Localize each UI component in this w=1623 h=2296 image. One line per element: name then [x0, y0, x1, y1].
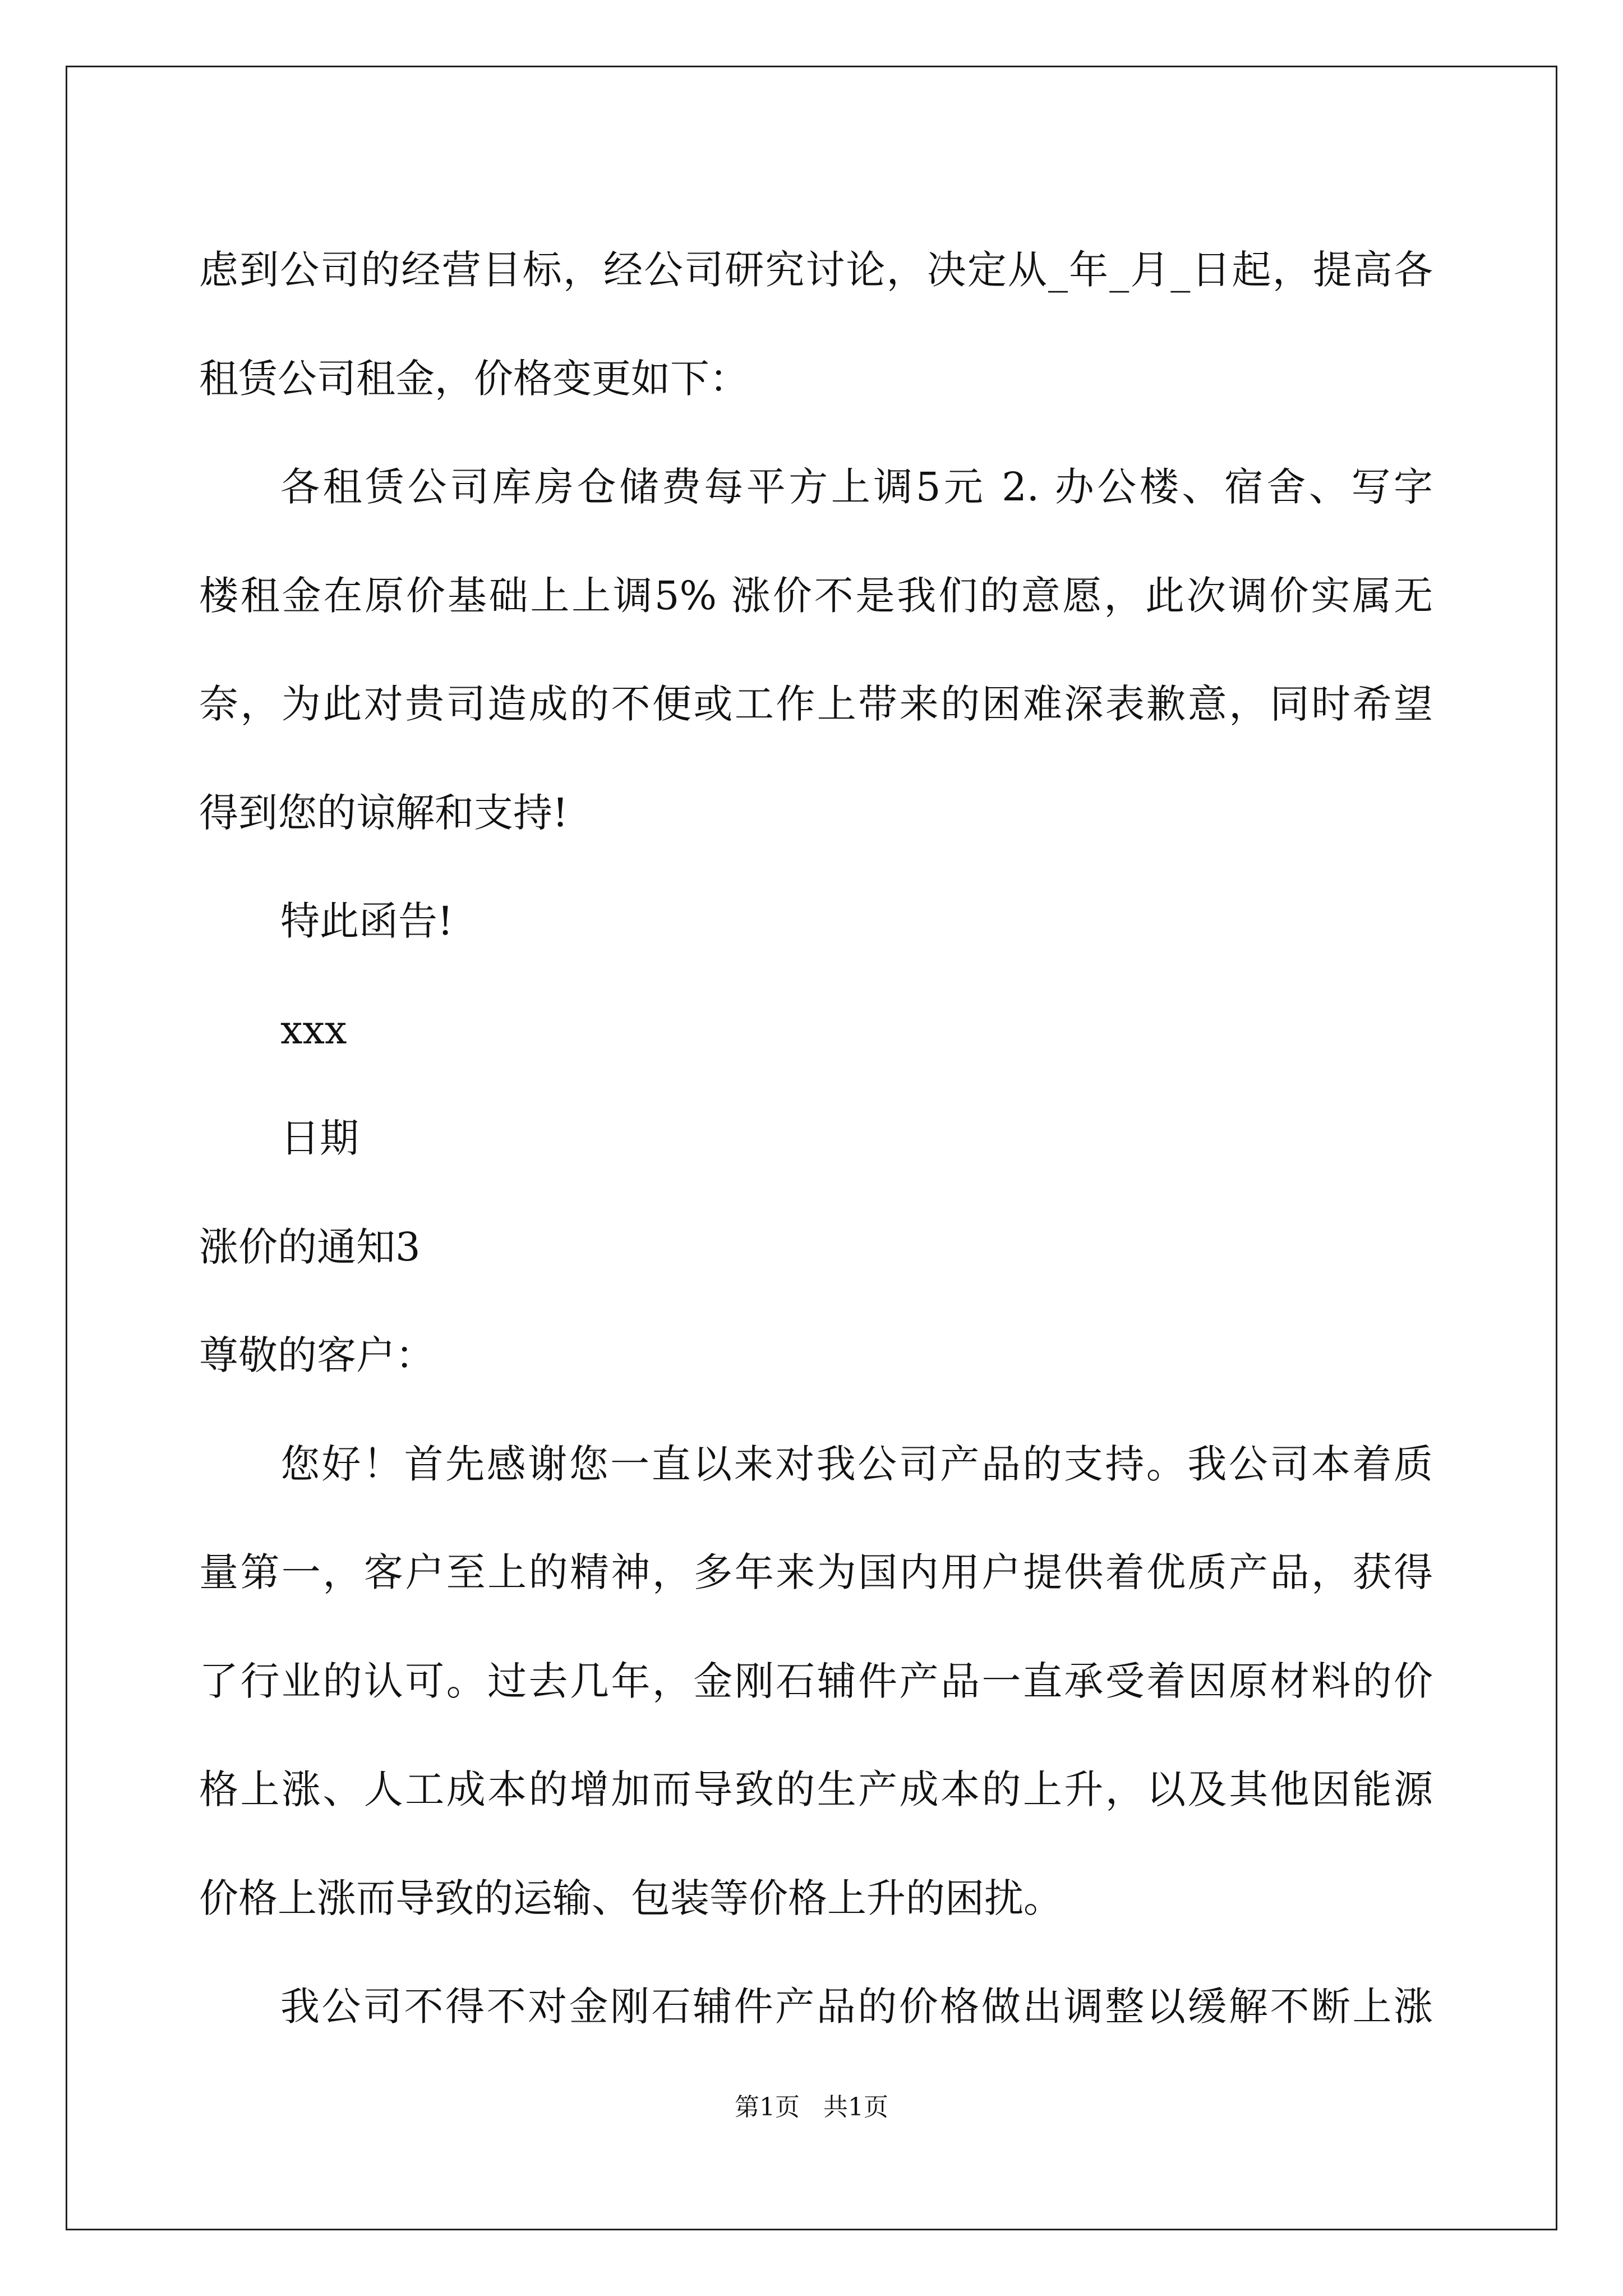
page-number-footer: 第1页 共1页 [735, 2093, 888, 2122]
text-line: 楼租金在原价基础上上调5% 涨价不是我们的意愿，此次调价实属无 [199, 572, 1433, 619]
text-line: 得到您的谅解和支持! [199, 789, 569, 836]
text-line: 价格上涨而导致的运输、包装等价格上升的困扰。 [199, 1875, 1063, 1921]
text-line: 虑到公司的经营目标，经公司研究讨论，决定从_年_月_日起，提高各 [199, 247, 1433, 293]
text-line: 格上涨、人工成本的增加而导致的生产成本的上升，以及其他因能源 [199, 1766, 1433, 1812]
signature-name: xxx [280, 1006, 347, 1053]
text-line: 奈，为此对贵司造成的不便或工作上带来的困难深表歉意，同时希望 [199, 681, 1433, 727]
text-line: 量第一，客户至上的精神，多年来为国内用户提供着优质产品，获得 [199, 1549, 1433, 1595]
signature-date: 日期 [280, 1115, 359, 1161]
text-line: 租赁公司租金，价格变更如下： [199, 355, 749, 402]
document-body [199, 216, 1433, 2062]
text-line: 了行业的认可。过去几年，金刚石辅件产品一直承受着因原材料的价 [199, 1658, 1433, 1704]
paragraph-start-line: 您好！首先感谢您一直以来对我公司产品的支持。我公司本着质 [280, 1441, 1433, 1487]
salutation: 尊敬的客户： [199, 1332, 435, 1378]
closing-remark: 特此函告! [280, 898, 454, 944]
section-title: 涨价的通知3 [199, 1223, 421, 1270]
paragraph-start-line: 各租赁公司库房仓储费每平方上调5元 2. 办公楼、宿舍、写字 [280, 464, 1433, 510]
paragraph-start-line: 我公司不得不对金刚石辅件产品的价格做出调整以缓解不断上涨 [280, 1984, 1433, 2030]
